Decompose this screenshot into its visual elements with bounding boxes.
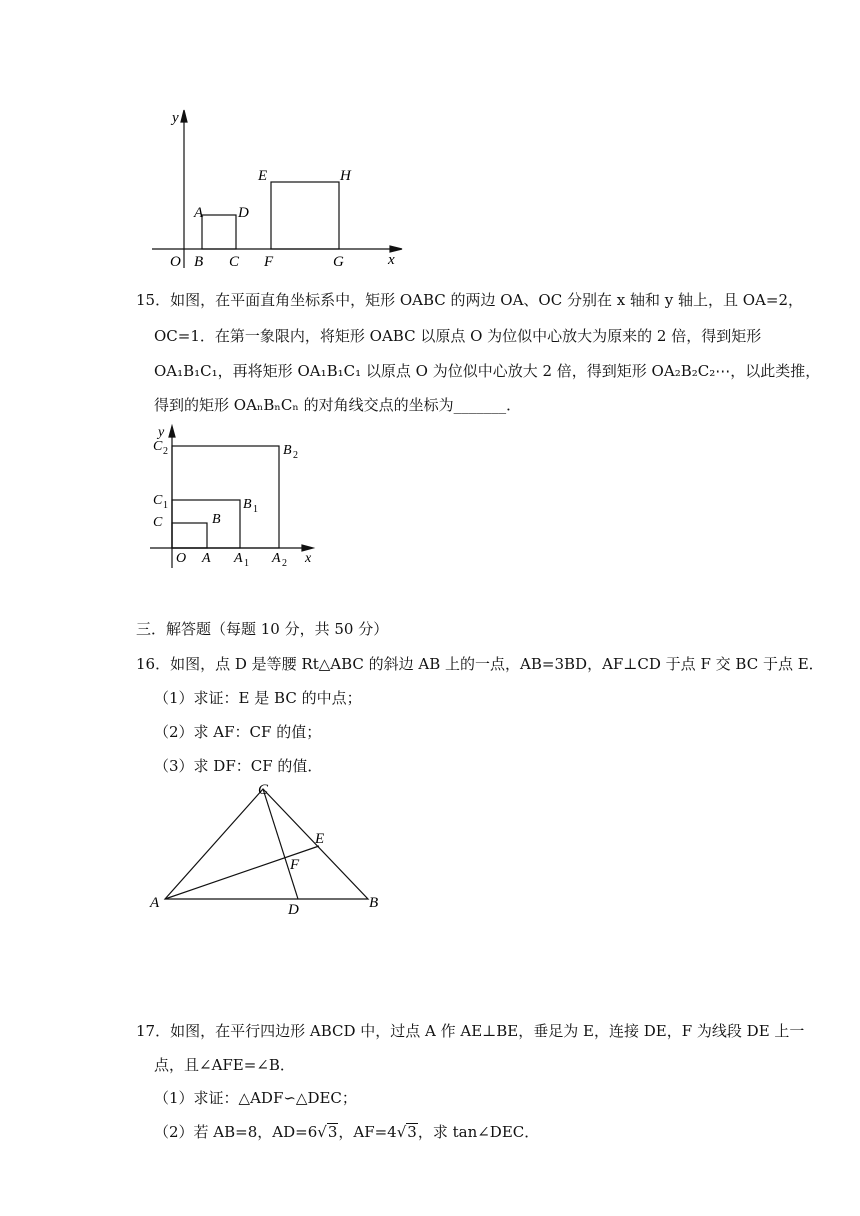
label-B2: B	[283, 443, 292, 458]
label-C1: C	[153, 493, 163, 508]
label-A2-sub: 2	[282, 558, 287, 569]
figure-q14	[140, 100, 420, 275]
label-E: E	[258, 168, 268, 184]
q15-line-4: 得到的矩形 OAₙBₙCₙ 的对角线交点的坐标为_______．	[154, 396, 522, 414]
q17-sqrt-ad: 3	[327, 1123, 338, 1141]
figure-q15	[148, 422, 328, 572]
y-axis-label: y	[172, 110, 179, 126]
q17-part-2-text-c: ，求 tan∠DEC．	[417, 1123, 540, 1141]
label-C: C	[229, 254, 240, 270]
label-C: C	[258, 782, 269, 798]
x-axis-label: x	[305, 551, 312, 566]
label-A: A	[202, 551, 211, 566]
label-C2: C	[153, 439, 163, 454]
q15-line-3: OA₁B₁C₁，再将矩形 OA₁B₁C₁ 以原点 O 为位似中心放大 2 倍，得到矩形 OA₂B₂C₂⋯，以此类推，	[154, 362, 821, 380]
q17-part-2-text-b: ，AF=4	[338, 1123, 397, 1141]
label-A: A	[150, 895, 160, 911]
label-D: D	[238, 205, 249, 221]
q17-part-2-text-a: （2）若 AB=8，AD=6	[154, 1123, 318, 1141]
q16-part-1: （1）求证：E 是 BC 的中点；	[154, 689, 362, 707]
q17-stem-1: 17．如图，在平行四边形 ABCD 中，过点 A 作 AE⊥BE，垂足为 E，连接 DE，F 为线段 DE 上一	[136, 1022, 805, 1040]
label-B2-sub: 2	[293, 450, 298, 461]
q17-part-1: （1）求证：△ADF∽△DEC；	[154, 1089, 357, 1107]
q17-stem-2: 点，且∠AFE=∠B．	[154, 1056, 295, 1074]
label-B1-sub: 1	[253, 504, 258, 515]
label-O: O	[170, 254, 181, 270]
label-A1: A	[234, 551, 243, 566]
label-F: F	[290, 857, 300, 873]
x-axis-label: x	[388, 252, 395, 268]
label-C: C	[153, 515, 163, 530]
label-C1-sub: 1	[163, 500, 168, 511]
label-B: B	[212, 512, 221, 527]
label-E: E	[315, 831, 325, 847]
figure-q16	[140, 776, 390, 916]
q17-sqrt-af: 3	[407, 1123, 417, 1141]
label-A: A	[194, 205, 204, 221]
label-C2-sub: 2	[163, 446, 168, 457]
label-F: F	[264, 254, 274, 270]
label-H: H	[340, 168, 351, 184]
label-A1-sub: 1	[244, 558, 249, 569]
label-B: B	[369, 895, 379, 911]
label-O: O	[176, 551, 187, 566]
q15-line-2: OC=1．在第一象限内，将矩形 OABC 以原点 O 为位似中心放大为原来的 2 倍，得到矩形	[154, 327, 762, 345]
label-D: D	[288, 902, 299, 916]
section-heading: 三．解答题（每题 10 分，共 50 分）	[136, 620, 389, 638]
label-A2: A	[272, 551, 281, 566]
q16-stem: 16．如图，点 D 是等腰 Rt△ABC 的斜边 AB 上的一点，AB=3BD，AF⊥CD 于点 F 交 BC 于点 E．	[136, 655, 824, 673]
q16-part-2: （2）求 AF：CF 的值；	[154, 723, 322, 741]
label-B: B	[194, 254, 204, 270]
label-G: G	[333, 254, 344, 270]
y-axis-label: y	[158, 425, 165, 440]
q17-part-2: （2）若 AB=8，AD=6√3，AF=4√3，求 tan∠DEC．	[154, 1123, 540, 1141]
q16-part-3: （3）求 DF：CF 的值．	[154, 757, 323, 775]
label-B1: B	[243, 497, 252, 512]
q15-line-1: 15．如图，在平面直角坐标系中，矩形 OABC 的两边 OA、OC 分别在 x 轴和 y 轴上，且 OA=2，	[136, 291, 803, 309]
